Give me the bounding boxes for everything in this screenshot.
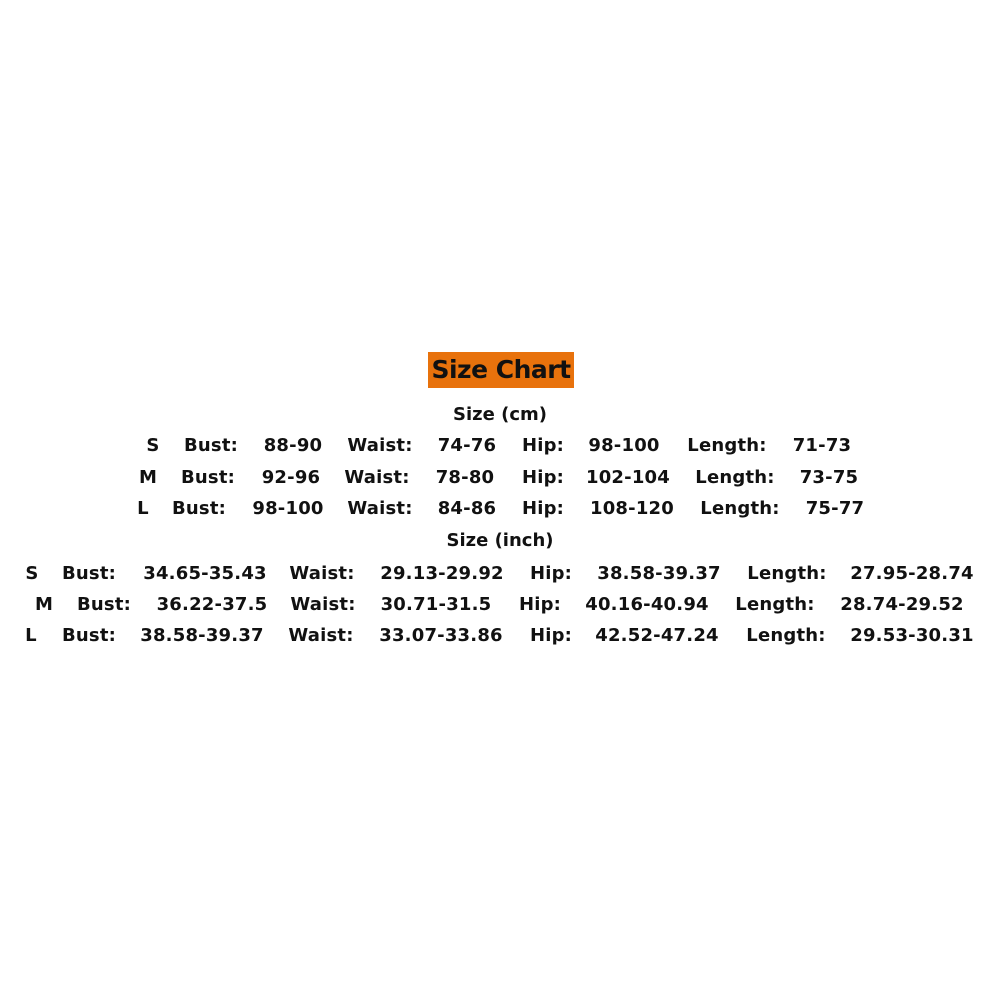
inch-row-l-hip-label: Hip: xyxy=(529,625,573,646)
cm-row-s-length-value: 71-73 xyxy=(792,435,852,456)
inch-row-l-waist-value: 33.07-33.86 xyxy=(379,625,503,646)
inch-row-l-size: L xyxy=(25,625,37,646)
cm-row-m-waist-value: 78-80 xyxy=(435,467,495,488)
inch-row-m-hip-value: 40.16-40.94 xyxy=(585,594,709,615)
cm-row-m-bust-value: 92-96 xyxy=(261,467,321,488)
inch-row-m-bust-value: 36.22-37.5 xyxy=(156,594,268,615)
inch-row-s-bust-value: 34.65-35.43 xyxy=(143,563,267,584)
inch-row-l-length-label: Length: xyxy=(746,625,826,646)
cm-row-s-size: S xyxy=(146,435,160,456)
inch-row-s-hip-value: 38.58-39.37 xyxy=(597,563,721,584)
cm-row-m-length-label: Length: xyxy=(695,467,775,488)
inch-row-s-waist-label: Waist: xyxy=(289,563,355,584)
cm-row-s-hip-value: 98-100 xyxy=(588,435,660,456)
cm-row-m-hip-value: 102-104 xyxy=(585,467,671,488)
inch-row-m-hip-label: Hip: xyxy=(518,594,562,615)
inch-row-m-waist-label: Waist: xyxy=(290,594,356,615)
cm-row-l-bust-label: Bust: xyxy=(171,498,227,519)
inch-row-s-waist-value: 29.13-29.92 xyxy=(380,563,504,584)
cm-row-l-size: L xyxy=(137,498,149,519)
inch-row-l-waist-label: Waist: xyxy=(288,625,354,646)
inch-row-s-hip-label: Hip: xyxy=(529,563,573,584)
cm-row-s-length-label: Length: xyxy=(687,435,767,456)
inch-row-s-size: S xyxy=(25,563,39,584)
cm-section-heading: Size (cm) xyxy=(453,404,547,425)
inch-row-s-bust-label: Bust: xyxy=(61,563,117,584)
cm-row-s-waist-value: 74-76 xyxy=(437,435,497,456)
cm-row-l-waist-label: Waist: xyxy=(347,498,413,519)
cm-row-m-length-value: 73-75 xyxy=(799,467,859,488)
cm-row-s-bust-label: Bust: xyxy=(183,435,239,456)
cm-row-l-hip-label: Hip: xyxy=(521,498,565,519)
inch-row-s-length-value: 27.95-28.74 xyxy=(850,563,974,584)
cm-row-l-waist-value: 84-86 xyxy=(437,498,497,519)
cm-row-s-hip-label: Hip: xyxy=(521,435,565,456)
size-chart-title: Size Chart xyxy=(428,352,574,388)
cm-row-m-size: M xyxy=(138,467,158,488)
inch-row-l-bust-label: Bust: xyxy=(61,625,117,646)
inch-row-s-length-label: Length: xyxy=(747,563,827,584)
inch-row-l-length-value: 29.53-30.31 xyxy=(850,625,974,646)
cm-row-l-hip-value: 108-120 xyxy=(589,498,675,519)
cm-row-m-waist-label: Waist: xyxy=(344,467,410,488)
inch-section-heading: Size (inch) xyxy=(446,530,554,551)
inch-row-l-hip-value: 42.52-47.24 xyxy=(595,625,719,646)
cm-row-s-bust-value: 88-90 xyxy=(263,435,323,456)
inch-row-m-size: M xyxy=(34,594,54,615)
cm-row-l-length-label: Length: xyxy=(700,498,780,519)
inch-row-l-bust-value: 38.58-39.37 xyxy=(140,625,264,646)
inch-row-m-bust-label: Bust: xyxy=(76,594,132,615)
inch-row-m-length-label: Length: xyxy=(735,594,815,615)
cm-row-l-length-value: 75-77 xyxy=(805,498,865,519)
cm-row-s-waist-label: Waist: xyxy=(347,435,413,456)
cm-row-m-hip-label: Hip: xyxy=(521,467,565,488)
cm-row-m-bust-label: Bust: xyxy=(180,467,236,488)
inch-row-m-length-value: 28.74-29.52 xyxy=(840,594,964,615)
cm-row-l-bust-value: 98-100 xyxy=(252,498,324,519)
inch-row-m-waist-value: 30.71-31.5 xyxy=(380,594,492,615)
